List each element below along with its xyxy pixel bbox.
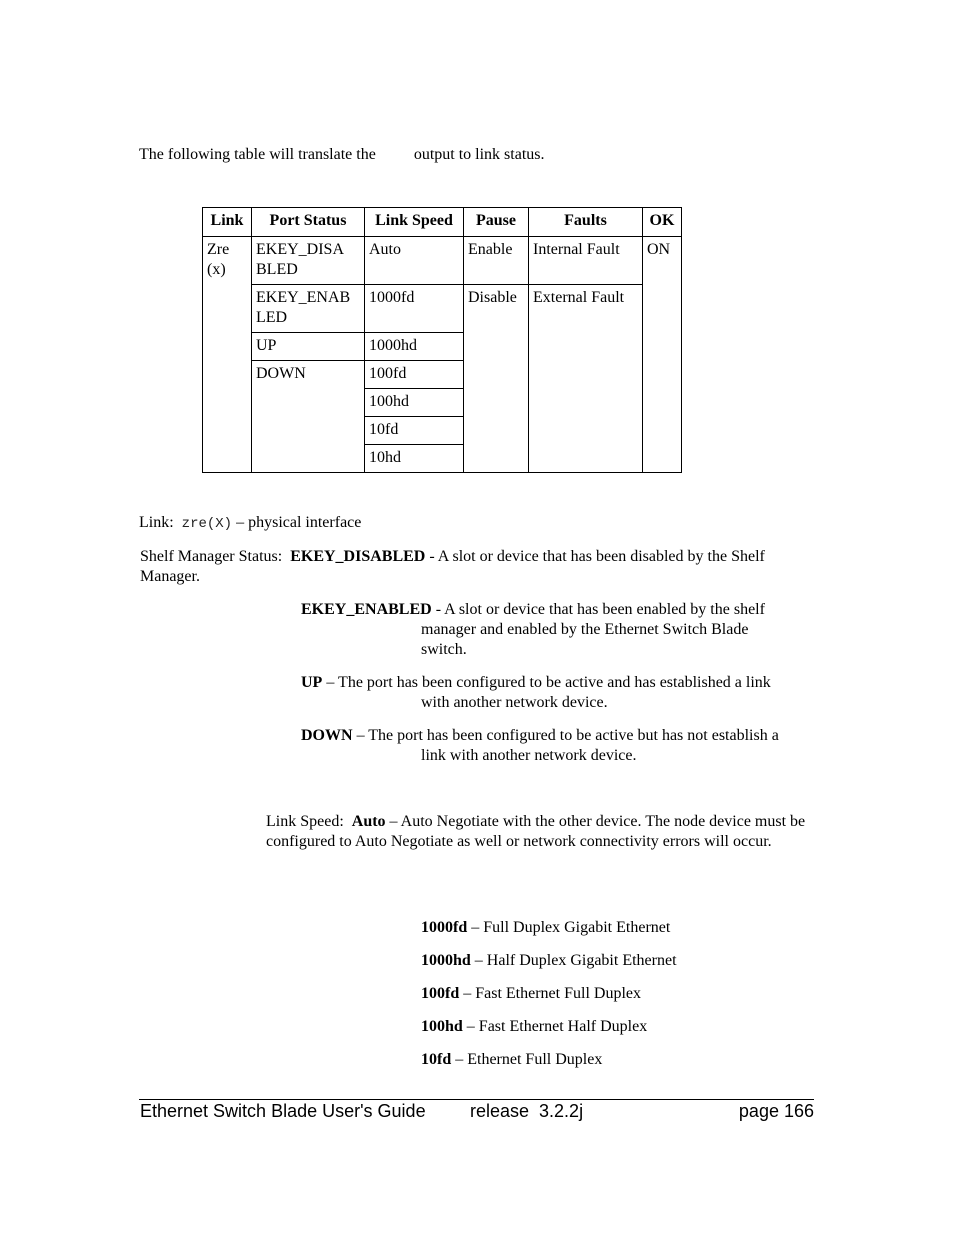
link-speed-auto: [266, 812, 806, 852]
cell-pause: Enable: [464, 237, 529, 285]
header-link-speed: Link Speed: [365, 208, 464, 237]
shelf-term: UP: [301, 674, 323, 691]
cell-link-speed: 1000hd: [365, 333, 464, 361]
shelf-item-ekey-enabled: [301, 600, 811, 660]
shelf-term: EKEY_ENABLED: [301, 601, 432, 618]
speed-desc: – Fast Ethernet Half Duplex: [462, 1018, 648, 1035]
speed-item-1000hd: [421, 951, 677, 971]
speed-desc: – Auto Negotiate with the other device. The node device must be configured to Auto Negotiate as well or network connectivity errors will occur.: [266, 813, 806, 850]
speed-desc: – Fast Ethernet Full Duplex: [459, 985, 641, 1002]
cell-faults: External Fault: [529, 285, 643, 473]
cell-link-speed: 10hd: [365, 445, 464, 473]
shelf-status-definition: [140, 547, 820, 587]
speed-term: 10fd: [421, 1051, 452, 1068]
footer-divider: [139, 1099, 814, 1100]
header-port-status: Port Status: [252, 208, 365, 237]
shelf-desc-cont: manager and enabled by the Ethernet Switch Blade switch.: [421, 621, 749, 658]
cell-link-speed: Auto: [365, 237, 464, 285]
link-status-table: [202, 207, 682, 473]
speed-desc: – Half Duplex Gigabit Ethernet: [470, 952, 677, 969]
speed-desc: – Ethernet Full Duplex: [451, 1051, 603, 1068]
speed-term: Auto: [351, 813, 386, 830]
intro-sentence: [139, 146, 545, 164]
cell-link-speed: 10fd: [365, 417, 464, 445]
shelf-desc: - A slot or device that has been disabled by the Shelf: [425, 548, 765, 565]
speed-term: 1000fd: [421, 919, 468, 936]
cell-faults: Internal Fault: [529, 237, 643, 285]
cell-link-speed: 1000fd: [365, 285, 464, 333]
cell-ok: ON: [643, 237, 682, 473]
shelf-item-up: [301, 673, 817, 713]
cell-port-status: EKEY_DISA BLED: [252, 237, 365, 285]
speed-item-100hd: [421, 1017, 647, 1037]
footer-release: release 3.2.2j: [470, 1101, 584, 1121]
cell-link: Zre (x): [203, 237, 252, 473]
shelf-item-down: [301, 726, 817, 766]
cell-port-status: EKEY_ENAB LED: [252, 285, 365, 333]
table-row: [203, 237, 682, 285]
speed-desc: – Full Duplex Gigabit Ethernet: [467, 919, 671, 936]
link-label: Link:: [139, 514, 174, 531]
footer-page-number: page 166: [738, 1101, 814, 1121]
table-row: [203, 285, 682, 333]
shelf-desc-cont: Manager.: [140, 568, 200, 585]
cell-pause: Disable: [464, 285, 529, 473]
shelf-desc: – The port has been configured to be active and has established a link: [322, 674, 771, 691]
shelf-desc: - A slot or device that has been enabled by the shelf: [431, 601, 765, 618]
table-header-row: [203, 208, 682, 237]
shelf-label: Shelf Manager Status:: [140, 548, 283, 565]
link-code: zre(X): [181, 516, 233, 532]
speed-term: 100fd: [421, 985, 460, 1002]
header-ok: OK: [643, 208, 682, 237]
shelf-term: EKEY_DISABLED: [290, 548, 426, 565]
shelf-desc-cont: with another network device.: [421, 694, 608, 711]
footer-title: Ethernet Switch Blade User's Guide: [140, 1101, 426, 1121]
header-faults: Faults: [529, 208, 643, 237]
speed-label: Link Speed:: [266, 813, 344, 830]
header-link: Link: [203, 208, 252, 237]
cell-port-status: UP: [252, 333, 365, 361]
cell-link-speed: 100hd: [365, 389, 464, 417]
speed-item-100fd: [421, 984, 641, 1004]
link-definition: [139, 513, 361, 534]
shelf-desc-cont: link with another network device.: [421, 747, 637, 764]
speed-item-1000fd: [421, 918, 670, 938]
speed-term: 1000hd: [421, 952, 471, 969]
speed-term: 100hd: [421, 1018, 463, 1035]
speed-item-10fd: [421, 1050, 602, 1070]
cell-link-speed: 100fd: [365, 361, 464, 389]
intro-text-after: output to link status.: [413, 146, 545, 163]
cell-port-status: DOWN: [252, 361, 365, 473]
link-text: – physical interface: [236, 514, 362, 531]
shelf-desc: – The port has been configured to be active but has not establish a: [352, 727, 779, 744]
header-pause: Pause: [464, 208, 529, 237]
intro-text-before: The following table will translate the: [139, 146, 376, 163]
shelf-term: DOWN: [301, 727, 353, 744]
